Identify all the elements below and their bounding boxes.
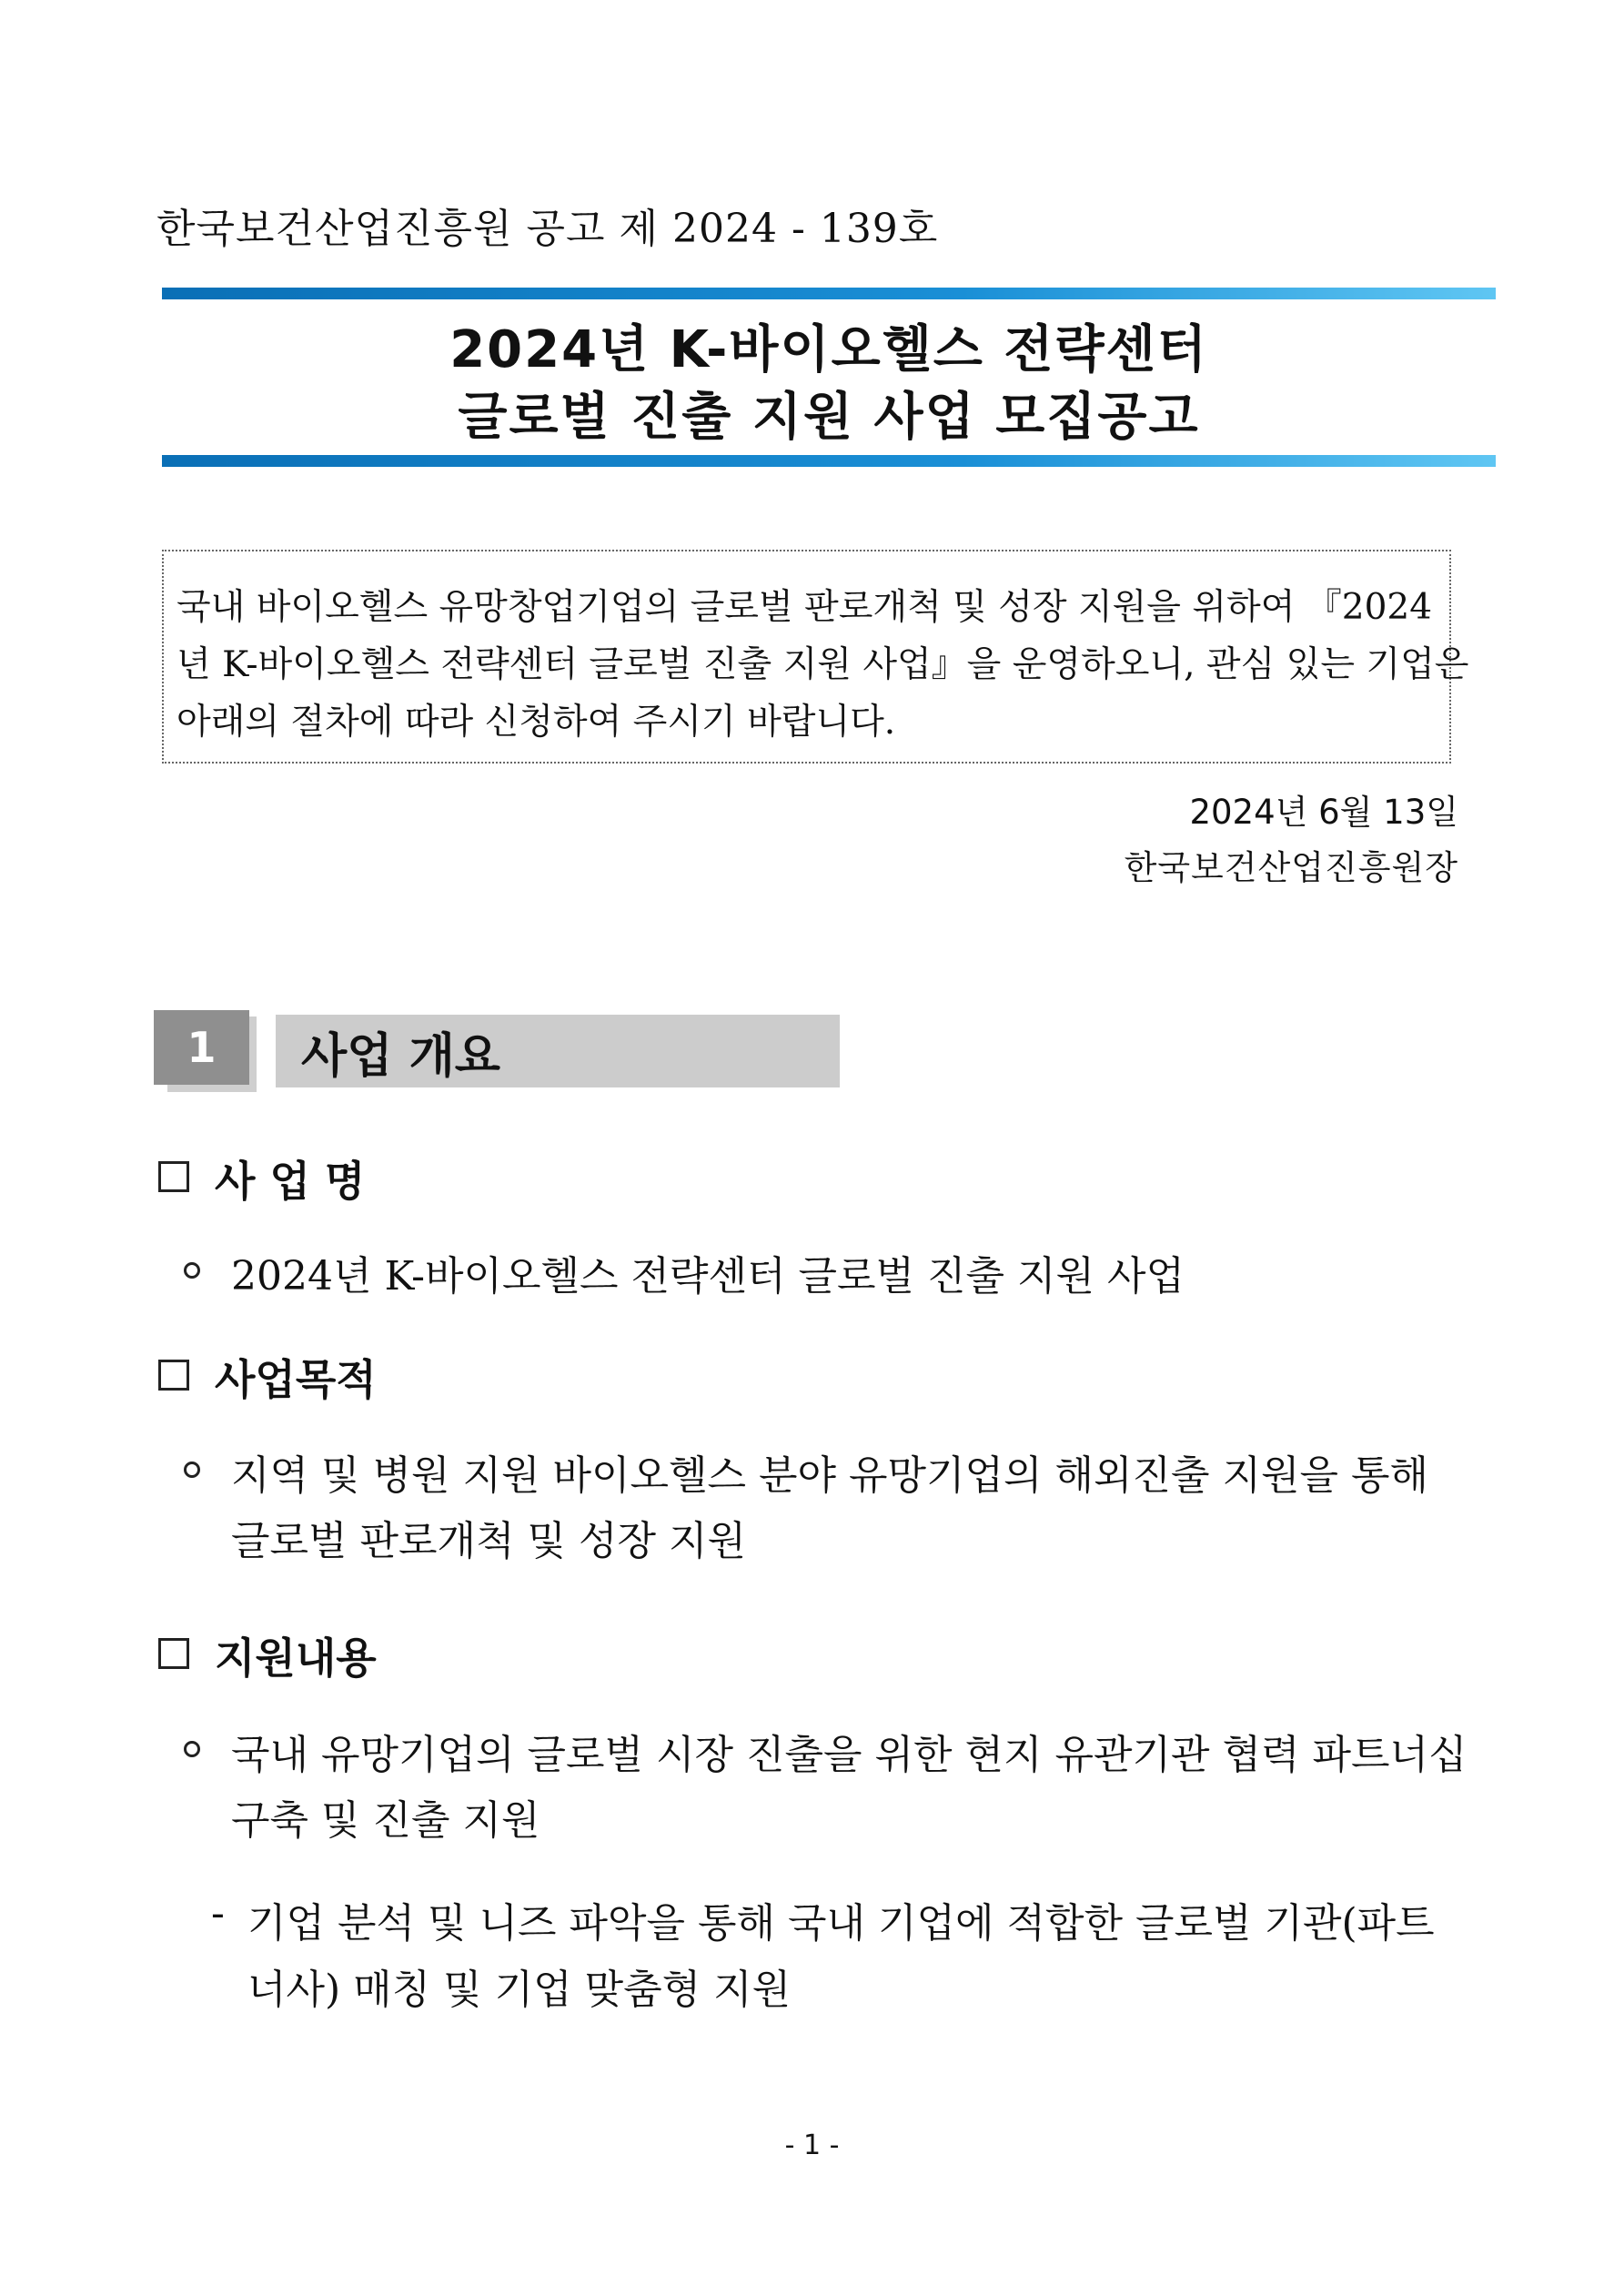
heading-project-purpose: 사업목적 (215, 1355, 377, 1404)
circle-bullet-icon (184, 1462, 200, 1478)
intro-line-2: 년 K-바이오헬스 전략센터 글로벌 진출 지원 사업』을 운영하오니, 관심 있는 기업은 (177, 644, 1469, 685)
section-number-badge: 1 (154, 1010, 249, 1085)
circle-bullet-icon (184, 1741, 200, 1757)
support-line-1: 국내 유망기업의 글로벌 시장 진출을 위한 현지 유관기관 협력 파트너십 (231, 1732, 1468, 1778)
dash-bullet-icon: - (211, 1890, 225, 1937)
circle-bullet-icon (184, 1262, 200, 1279)
checkbox-square-icon (158, 1161, 189, 1192)
issuer-name: 한국보건산업진흥원장 (1124, 848, 1458, 887)
project-name-text: 2024년 K-바이오헬스 전략센터 글로벌 진출 지원 사업 (231, 1253, 1185, 1300)
heading-project-name: 사 업 명 (215, 1157, 366, 1206)
notice-number: 한국보건산업진흥원 공고 제 2024 - 139호 (156, 206, 939, 252)
intro-line-1: 국내 바이오헬스 유망창업기업의 글로벌 판로개척 및 성장 지원을 위하여 『2024 (177, 587, 1433, 628)
support-line-2: 구축 및 진출 지원 (231, 1797, 540, 1844)
section-title-bar: 사업 개요 (276, 1015, 840, 1087)
support-detail-line-1: 기업 분석 및 니즈 파악을 통해 국내 기업에 적합한 글로벌 기관(파트 (247, 1900, 1435, 1947)
title-bottom-rule (162, 455, 1496, 467)
intro-line-3: 아래의 절차에 따라 신청하여 주시기 바랍니다. (177, 702, 896, 743)
checkbox-square-icon (158, 1360, 189, 1391)
support-detail-line-2: 너사) 매칭 및 기업 맞춤형 지원 (247, 1967, 792, 2013)
purpose-line-1: 지역 및 병원 지원 바이오헬스 분야 유망기업의 해외진출 지원을 통해 (231, 1452, 1428, 1499)
heading-support-content: 지원내용 (215, 1633, 377, 1683)
issue-date: 2024년 6월 13일 (1189, 793, 1458, 832)
title-top-rule (162, 288, 1496, 299)
page-number: - 1 - (784, 2129, 840, 2161)
title-line-2: 글로벌 진출 지원 사업 모집공고 (458, 388, 1200, 447)
checkbox-square-icon (158, 1638, 189, 1669)
title-line-1: 2024년 K-바이오헬스 전략센터 (449, 320, 1208, 379)
purpose-line-2: 글로벌 판로개척 및 성장 지원 (231, 1518, 746, 1564)
